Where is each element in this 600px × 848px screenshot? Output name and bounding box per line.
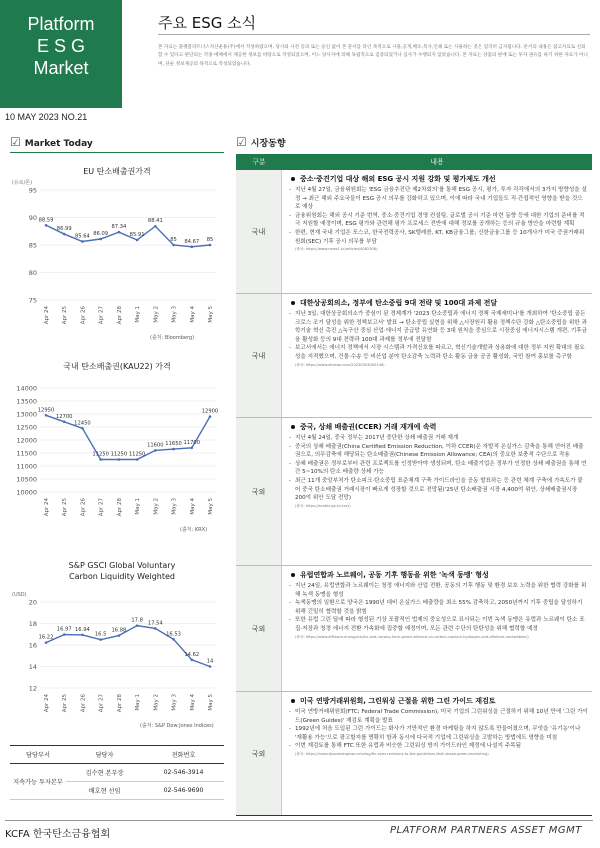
- news-bullets: [288, 186, 588, 246]
- x-tick-label: Apr 28: [116, 498, 123, 517]
- news-bullet: - 미국 연방거래위원회(FTC; Federal Trade Commission), 미국 기업의 그린워싱을 근절하기 위해 10년 만에 '그린 가이드(Green Guides)' 재검토 계획을 발표: [288, 708, 588, 725]
- data-label: 84.67: [184, 238, 200, 245]
- data-point: [45, 414, 48, 417]
- footer-divider: [5, 820, 593, 821]
- x-tick-label: May 2: [153, 498, 160, 515]
- contacts-header-dept: 담당부서: [10, 746, 66, 764]
- x-tick-label: May 4: [189, 694, 196, 711]
- news-source-link[interactable]: (출처: https://www.offshore-energy.biz/eu-and-norway-form-green-alliance-on-carbon-capture-hydrogen-and-offshore-renewables/): [295, 634, 529, 639]
- news-title-text: 중소·중견기업 대상 해외 ESG 공시 지원 강화 및 평가제도 개선: [300, 175, 496, 183]
- disclaimer: 본 자료는 플랫폼파트너스자산운용(주)에서 작성하였으며, 당사의 사전 동의 또는 승인 없이 본 문서를 타인 목적으로 사용,공개,배포,복사,인쇄 또는 사용하는 것은 엄격히 금지됩니다. 문서의 내용은 참고자료로 신뢰할 수 있다고 판단되는 각종 매체에서 제공한 정보를 바탕으로 작성되었으며, 어느 당사자에 의해 독립적으로 검증되었거나 심사가 수행되지 않았습니다. 본 자료는 상품의 판매 또는 투자 권유를 하기 위한 자료가 아니며, 단순 정보제공의 목적으로 작성되었습니다.: [158, 45, 588, 67]
- y-tick-label: 95: [28, 186, 37, 195]
- data-label: 16.22: [38, 634, 54, 641]
- title-divider: [158, 34, 590, 35]
- data-label: 85: [206, 237, 214, 243]
- data-point: [81, 634, 84, 637]
- data-label: 16.88: [111, 627, 127, 634]
- data-label: 85.91: [129, 231, 145, 238]
- market-trends-title: [236, 135, 286, 149]
- x-tick-label: May 5: [208, 306, 214, 323]
- news-bullet: - 또한 유럽 그린 딜에 따라 형성된 기상 포괄적인 법제의 중요성으로 묘사되는 이번 녹색 동맹은 유럽과 노르웨이 탄소 포집·저장과 청정 에너지 전환 가속화에 집중할 예정이며, 모든 관련 수단의 탄탄성을 위해 협력할 예정: [288, 616, 588, 633]
- data-label: 11650: [165, 441, 182, 448]
- x-tick-label: Apr 25: [62, 498, 69, 517]
- news-bullets: [288, 434, 588, 503]
- x-tick-label: May 1: [135, 306, 142, 323]
- data-point: [63, 633, 66, 636]
- chart-3-source: (출처: S&P Dow Jones Indices): [140, 723, 214, 729]
- checkbox-icon: ☑: [10, 135, 21, 149]
- news-bullet: - 한편, 현재 국내 기업은 포스코, 한국전력공사, SK텔레콤, KT, KB금융그룹, 신한금융그룹 등 10개사가 미국 증권거래위원회(SEC) 기후 공시 의무를 부담: [288, 229, 588, 246]
- y-tick-label: 90: [28, 214, 37, 222]
- data-label: 12950: [37, 407, 55, 414]
- chart-2-source: (출처: KRX): [180, 527, 208, 533]
- issue-date: 10 MAY 2023 NO.21: [5, 112, 88, 122]
- data-label: 16.94: [75, 626, 90, 633]
- x-tick-label: May 3: [171, 306, 178, 323]
- data-label: 12700: [55, 413, 73, 420]
- data-point: [154, 627, 157, 630]
- x-tick-label: May 1: [135, 694, 142, 711]
- news-bullet: - 상쇄 배출권은 정부로부터 관련 프로젝트를 인정받아야 생성되며, 탄소 배출기업은 정부가 인정한 상쇄 배출권을 통해 연간 5~10%의 탄소 배출량 상쇄 가능: [288, 460, 588, 477]
- footer-org: KCFA 한국탄소금융협회: [5, 829, 111, 840]
- chart-2-title: 국내 탄소배출권(KAU22) 가격: [63, 362, 171, 371]
- news-bullet: - 이번 재검토를 통해 FTC 또한 유럽과 비슷한 그린워싱 방지 가이드라인 제정에 나설지 주목됨: [288, 742, 588, 751]
- data-label: 16.53: [166, 631, 181, 638]
- data-point: [136, 239, 139, 242]
- contacts-table: [10, 745, 224, 800]
- data-point: [136, 458, 139, 461]
- data-label: 11600: [147, 442, 164, 449]
- chart-1: [10, 176, 224, 332]
- news-title-text: 중국, 상쇄 배출권(CCER) 거래 재개에 속력: [300, 423, 437, 431]
- data-point: [172, 448, 175, 451]
- news-bullets: [288, 708, 588, 751]
- data-label: 14.62: [184, 651, 200, 658]
- brand-logo: [0, 0, 122, 108]
- data-point: [99, 238, 102, 241]
- y-tick-label: 13000: [16, 410, 37, 419]
- news-bullets: [288, 310, 588, 362]
- x-tick-label: Apr 28: [116, 694, 123, 713]
- data-point: [209, 665, 212, 668]
- chart-1-source: (출처: Bloomberg): [150, 335, 195, 341]
- news-bullets: [288, 582, 588, 634]
- data-point: [81, 427, 84, 430]
- x-tick-label: Apr 27: [98, 498, 105, 517]
- x-tick-label: Apr 24: [44, 306, 50, 325]
- data-label: 11250: [110, 451, 128, 458]
- news-header-region: 구분: [252, 158, 266, 166]
- y-tick-label: 14: [28, 663, 37, 671]
- news-bullet: - 최근 11개 중앙부처가 탄소피크·탄소중립 표준체계 구축 가이드라인을 공동 발표하는 등 관련 체계 구축에 가속도가 붙어 중국 탄소배출권 거래시장이 빠르게 성장할 것으로 전망됨('25년 탄소배출권 시장 4,400억 위안, 상쇄배출권시장 200억 위안 도달 전망): [288, 477, 588, 503]
- chart-2: [10, 374, 224, 524]
- y-tick-label: 20: [28, 598, 37, 607]
- news-title: [288, 570, 588, 580]
- brand-line-3: Market: [33, 58, 89, 78]
- data-label: 14: [206, 658, 214, 665]
- contacts-header-name: 담당자: [66, 746, 143, 764]
- contact-name: 김수현 본부장: [66, 764, 143, 782]
- chart-unit-label: (USD): [12, 592, 27, 598]
- news-source-link[interactable]: (출처: https://news.bloomberglaw.com/esg/ftc-eyes-revisions-to-the-guidelines-that-shape-green-marketing): [295, 751, 489, 756]
- x-tick-label: May 4: [189, 498, 196, 515]
- news-bullet: - 1992년에 처음 도입된 그린 가이드는 화사가 기만적인 환경 마케팅을 하지 않도록 만들어졌으며, 무엇을 '유기농'이나 '재활용 가능'으로 광고할지를 명확히 함과 동시에 다국적 기업에 그린워싱을 고발하는 방법에도 영향을 미침: [288, 725, 588, 742]
- news-source-link[interactable]: (출처: https://ecobiz.go.kr/ccer): [295, 503, 351, 508]
- data-point: [45, 641, 48, 644]
- data-point: [172, 638, 175, 641]
- data-label: 16.5: [94, 631, 107, 638]
- data-point: [118, 634, 121, 637]
- x-tick-label: May 5: [208, 498, 214, 515]
- y-tick-label: 12500: [16, 423, 37, 432]
- news-source-link[interactable]: (출처: https://www.etnews.com/20230503000146): [295, 362, 385, 367]
- data-point: [172, 244, 175, 247]
- chart-3: [10, 588, 224, 720]
- x-tick-label: May 5: [208, 694, 214, 711]
- x-tick-label: Apr 26: [80, 498, 87, 517]
- page-title: 주요 ESG 소식: [158, 14, 257, 32]
- chart-3-title: S&P GSCI Global Voluntary Carbon Liquidity Weighted: [68, 561, 176, 581]
- bullet-icon: [291, 573, 295, 577]
- y-tick-label: 16: [28, 641, 37, 650]
- news-row: [236, 692, 592, 816]
- data-point: [190, 447, 193, 450]
- market-today-title: [10, 135, 93, 149]
- x-tick-label: Apr 27: [98, 306, 105, 325]
- y-tick-label: 10500: [16, 475, 37, 484]
- market-today-divider: [10, 152, 224, 153]
- data-point: [81, 240, 84, 243]
- chart-unit-label: (유로/톤): [12, 180, 33, 186]
- y-tick-label: 11500: [16, 449, 37, 458]
- y-tick-label: 12: [28, 684, 37, 693]
- news-row: [236, 566, 592, 692]
- x-tick-label: May 4: [189, 306, 196, 323]
- news-header-content: 내용: [430, 158, 444, 166]
- data-point: [45, 224, 48, 227]
- news-title-text: 미국 연방거래위원회, 그린워싱 근절을 위한 그린 가이드 재검토: [300, 697, 496, 705]
- y-tick-label: 13500: [16, 397, 37, 406]
- x-tick-label: Apr 25: [62, 306, 69, 325]
- y-tick-label: 85: [28, 241, 37, 250]
- brand-line-2: E S G: [36, 36, 85, 56]
- data-label: 85.64: [75, 233, 90, 240]
- data-label: 88.59: [38, 217, 54, 224]
- news-bullet: - 보고서에서는 에너지 정책에서 시장 시스템과 가격신호를 따르고, 혁신기술개발과 상용화에 대한 정부 지원 확대의 필요성을 지적했으며, 건물·수송 등 비산업 분야 탄소감축 노력과 탄소 활동 금융 공공 활성화, 국민 참여 홍보를 촉구함: [288, 344, 588, 361]
- news-row: [236, 294, 592, 418]
- data-label: 11250: [92, 451, 109, 458]
- data-point: [154, 225, 157, 228]
- news-title-text: 대한상공회의소, 정부에 탄소중립 9대 전략 및 100대 과제 전달: [300, 299, 498, 307]
- x-tick-label: May 3: [171, 694, 178, 711]
- news-region: 국외: [236, 692, 282, 815]
- data-point: [63, 421, 66, 424]
- data-point: [63, 233, 66, 236]
- news-bullet: - 금융위원회는 해외 공시 기준 번역, 중소·중견기업 경영 컨설팅, 글로벌 공시 기준 마련 동향 등에 대한 기업의 준비를 적극 지원할 예정이며, ESG 평가와 관련해 평가 프로세스 전반에 대해 정보를 공개하는 등의 규율 방안을 마련할 계획: [288, 212, 588, 229]
- news-bullet: - 지난 4월 27일, 금융위원회는 'ESG 금융추진단 제2차회의'를 통해 ESG 공시, 평가, 투자 각각에서의 3가지 방향성을 설정 → 최근 해외 주요국들이 ESG 공시 의무를 강화하고 있으며, 이에 따라 국내 기업들도 직·간접적인 영향을 받을 것으로 예상: [288, 186, 588, 212]
- contact-name: 배호현 선임: [66, 782, 143, 800]
- data-label: 17.54: [147, 620, 163, 627]
- data-point: [190, 246, 193, 249]
- footer-company: PLATFORM PARTNERS ASSET MGMT: [390, 825, 582, 836]
- news-row: [236, 170, 592, 294]
- news-table-header: [236, 154, 592, 170]
- data-label: 85: [170, 237, 177, 243]
- news-bullet: - 중국의 상쇄 배출권(China Certified Emission Reduction, 이하 CCER)은 자발적 온실가스 감축을 통해 얻어진 배출권으로, 의무감축에 해당되는 탄소배출권(Chinese Emission Allowance; CEA)의 중요한 보충적 수단으로 작용: [288, 443, 588, 460]
- bullet-icon: [291, 177, 295, 181]
- data-label: 12900: [201, 408, 219, 415]
- contacts-dept: 지속가능 투자본부: [10, 764, 66, 800]
- news-title: [288, 422, 588, 432]
- x-tick-label: Apr 24: [44, 498, 50, 517]
- data-point: [99, 458, 102, 461]
- x-tick-label: Apr 27: [98, 694, 105, 713]
- news-bullet: - 지난 4월 24일, 중국 정부는 2017년 중단한 상쇄 배출권 거래 재개: [288, 434, 588, 443]
- y-tick-label: 10000: [16, 488, 37, 497]
- data-label: 11250: [128, 451, 146, 458]
- data-label: 86.09: [93, 231, 109, 238]
- news-row: [236, 418, 592, 566]
- x-tick-label: Apr 24: [44, 694, 50, 713]
- y-tick-label: 12000: [16, 436, 37, 445]
- news-bullet: - 지난 3일, 대한상공회의소가 중심이 된 경제계가 '2023 탄소중립과 에너지 정책 국제세미나'를 개최하여 '탄소중립 골든크로스 조기 달성을 위한 정책보고서' 발표 → 탄소중립 실현을 위해 △시장원리 활용 정책수단 강화 △탄소중립을 위한 과학기술 혁신 촉진 △녹구산 중심 산업·에너지 공급망 유연화 등 3대 원칙을 중심으로 시장중심 에너지시스템 개편, 기후금융 활성화 등의 9대 전략과 100대 과제를 정부에 전달함: [288, 310, 588, 344]
- data-point: [99, 638, 102, 641]
- news-source-link[interactable]: (출처: https://www.news1.kr/articles/4062308): [295, 247, 378, 252]
- news-bullet: - 지난 24일, 유럽연합과 노르웨이는 청정 에너지와 산업 전환, 공동의 기후 행동 및 환경 보호 노력을 위한 협력 강화를 위해 녹색 동맹을 형성: [288, 582, 588, 599]
- checkbox-icon: ☑: [236, 135, 247, 149]
- x-tick-label: Apr 25: [62, 694, 69, 713]
- x-tick-label: Apr 28: [116, 306, 123, 325]
- news-region: 국내: [236, 170, 282, 293]
- data-label: 86.99: [56, 226, 72, 233]
- y-tick-label: 75: [28, 296, 37, 305]
- market-trends-label: 시장동향: [250, 139, 286, 149]
- x-tick-label: May 3: [171, 498, 178, 515]
- x-tick-label: May 2: [153, 306, 160, 323]
- news-title: [288, 696, 588, 706]
- bullet-icon: [291, 425, 295, 429]
- data-point: [136, 624, 139, 627]
- data-point: [154, 449, 157, 452]
- y-tick-label: 11000: [16, 462, 37, 471]
- data-label: 88.41: [147, 218, 163, 225]
- data-point: [209, 244, 212, 247]
- y-tick-label: 14000: [16, 384, 37, 393]
- news-title-text: 유럽연합과 노르웨이, 공동 기후 행동을 위한 '녹색 동맹' 형성: [300, 571, 489, 579]
- news-region: 국내: [236, 294, 282, 417]
- contact-phone: 02-546-3914: [143, 764, 224, 782]
- news-region: 국외: [236, 566, 282, 691]
- data-point: [209, 415, 212, 418]
- data-point: [118, 231, 121, 234]
- news-title: [288, 174, 588, 184]
- bullet-icon: [291, 301, 295, 305]
- news-title: [288, 298, 588, 308]
- contacts-header-phone: 전화번호: [143, 746, 224, 764]
- x-tick-label: May 2: [153, 694, 160, 711]
- x-tick-label: Apr 26: [80, 694, 87, 713]
- market-today-label: Market Today: [24, 139, 93, 149]
- data-label: 12450: [74, 420, 91, 427]
- y-tick-label: 80: [28, 269, 37, 277]
- news-table: [236, 154, 592, 758]
- data-label: 17.8: [131, 617, 143, 624]
- data-label: 87.34: [111, 224, 127, 231]
- data-point: [190, 659, 193, 662]
- x-tick-label: Apr 26: [80, 306, 87, 325]
- chart-1-title: EU 탄소배출권가격: [83, 167, 151, 176]
- brand-line-1: Platform: [27, 14, 95, 34]
- x-tick-label: May 1: [135, 498, 142, 515]
- data-label: 16.97: [56, 626, 72, 633]
- y-tick-label: 18: [28, 620, 37, 628]
- news-region: 국외: [236, 418, 282, 565]
- data-label: 11700: [183, 439, 201, 446]
- contact-phone: 02-546-9690: [143, 782, 224, 800]
- bullet-icon: [291, 699, 295, 703]
- news-bullet: - 녹색동맹의 일환으로 양국은 1990년 대비 온실가스 배출량을 최소 55% 감축하고, 2050년까지 기후 중립을 달성하기 위해 긴밀히 협력할 것을 밝힘: [288, 599, 588, 616]
- data-point: [118, 458, 121, 461]
